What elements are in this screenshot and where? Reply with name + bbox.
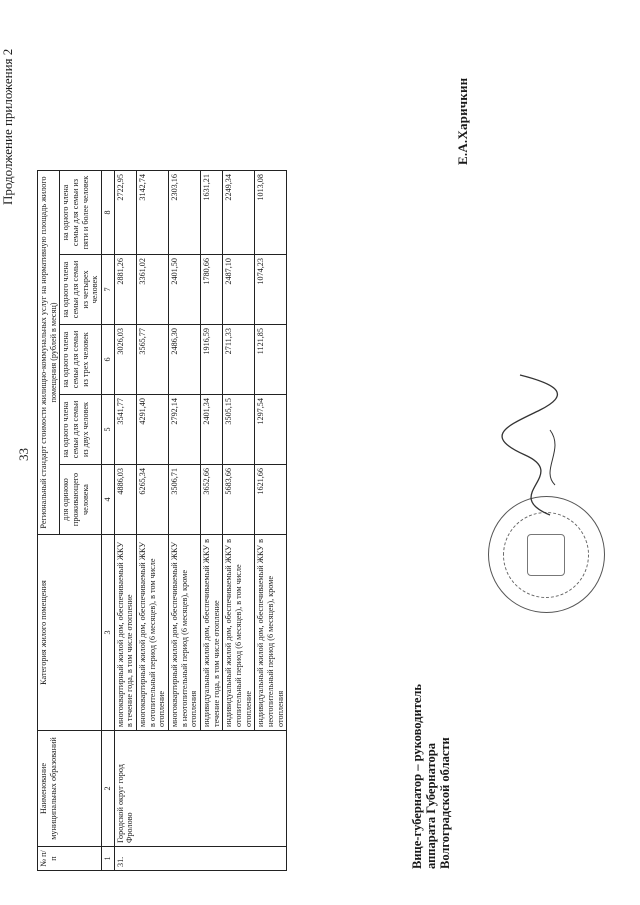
- value-cell: 3026,03: [114, 325, 136, 395]
- value-cell: 1621,66: [255, 465, 287, 535]
- value-cell: 3505,15: [223, 395, 255, 465]
- value-cell: 5683,66: [223, 465, 255, 535]
- header-row-1: [38, 171, 60, 871]
- value-cell: 6265,34: [137, 465, 169, 535]
- value-cell: 3142,74: [137, 171, 169, 255]
- header-col-family-2: на одного члена семьи для семьи из двух человек: [60, 395, 102, 465]
- value-cell: 1916,59: [201, 325, 223, 395]
- category-cell: индивидуальный жилой дом, обеспечиваемый ЖКУ в течение года, в том числе отопление: [201, 535, 223, 731]
- value-cell: 2881,26: [114, 255, 136, 325]
- colnum-1: 1: [102, 847, 115, 871]
- signatory-line-2: аппарата Губернатора: [424, 743, 438, 869]
- value-cell: 2792,14: [169, 395, 201, 465]
- signatory-name: Е.А.Харичкин: [455, 77, 470, 165]
- signatory-line-3: Волгоградской области: [438, 737, 452, 869]
- municipality-name: Городской округ город Фролово: [114, 731, 287, 847]
- value-cell: 2722,95: [114, 171, 136, 255]
- category-cell: индивидуальный жилой дом, обеспечиваемый ЖКУ в неотопительный период (6 месяцев), кроме отопления: [255, 535, 287, 731]
- value-cell: 1297,54: [255, 395, 287, 465]
- row-number: 31.: [114, 847, 287, 871]
- value-cell: 1121,85: [255, 325, 287, 395]
- colnum-5: 5: [102, 395, 115, 465]
- header-col-family-3: на одного члена семьи для семьи из трех человек: [60, 325, 102, 395]
- header-no: № п/п: [38, 847, 102, 871]
- colnum-6: 6: [102, 325, 115, 395]
- value-cell: 2486,30: [169, 325, 201, 395]
- value-cell: 1074,23: [255, 255, 287, 325]
- value-cell: 2401,34: [201, 395, 223, 465]
- colnum-2: 2: [102, 731, 115, 847]
- colnum-3: 3: [102, 535, 115, 731]
- value-cell: 3541,77: [114, 395, 136, 465]
- table-row: [114, 171, 136, 871]
- handwritten-signature: [480, 365, 590, 525]
- value-cell: 3565,77: [137, 325, 169, 395]
- category-cell: многоквартирный жилой дом, обеспечиваемый ЖКУ в течение года, в том числе отопление: [114, 535, 136, 731]
- colnum-7: 7: [102, 255, 115, 325]
- value-cell: 3652,66: [201, 465, 223, 535]
- header-col-family-4: на одного члена семьи для семьи из четырех человек: [60, 255, 102, 325]
- header-standard-group: Региональный стандарт стоимости жилищно-коммунальных услуг на нормативную площадь жилого помещения (рублей в месяц): [38, 171, 60, 535]
- value-cell: 3506,71: [169, 465, 201, 535]
- colnum-8: 8: [102, 171, 115, 255]
- signatory-line-1: Вице-губернатор – руководитель: [410, 683, 424, 869]
- header-col-family-5: на одного члена семьи для семьи из пяти и более человек: [60, 171, 102, 255]
- value-cell: 2711,33: [223, 325, 255, 395]
- category-cell: многоквартирный жилой дом, обеспечиваемый ЖКУ в неотопительный период (6 месяцев), кроме отопления: [169, 535, 201, 731]
- header-category: Категория жилого помещения: [38, 535, 102, 731]
- seal-emblem: [527, 534, 565, 576]
- category-cell: индивидуальный жилой дом, обеспечиваемый ЖКУ в отопительный период (6 месяцев), в том числе отопление: [223, 535, 255, 731]
- value-cell: 1013,08: [255, 171, 287, 255]
- column-number-row: [102, 171, 115, 871]
- value-cell: 2401,50: [169, 255, 201, 325]
- standards-table: [37, 170, 287, 871]
- value-cell: 4886,03: [114, 465, 136, 535]
- appendix-note: Продолжение приложения 2: [0, 48, 15, 205]
- value-cell: 2249,34: [223, 171, 255, 255]
- page-number: 33: [16, 448, 31, 461]
- value-cell: 1631,21: [201, 171, 223, 255]
- signatory-title: [410, 684, 452, 869]
- value-cell: 2303,16: [169, 171, 201, 255]
- header-col-single: для одиноко проживающего человека: [60, 465, 102, 535]
- colnum-4: 4: [102, 465, 115, 535]
- value-cell: 3361,02: [137, 255, 169, 325]
- value-cell: 1780,66: [201, 255, 223, 325]
- value-cell: 2487,10: [223, 255, 255, 325]
- category-cell: многоквартирный жилой дом, обеспечиваемый ЖКУ в отопительный период (6 месяцев), в том числе отопление: [137, 535, 169, 731]
- header-municipality: Наименование муниципальных образований: [38, 731, 102, 847]
- value-cell: 4291,40: [137, 395, 169, 465]
